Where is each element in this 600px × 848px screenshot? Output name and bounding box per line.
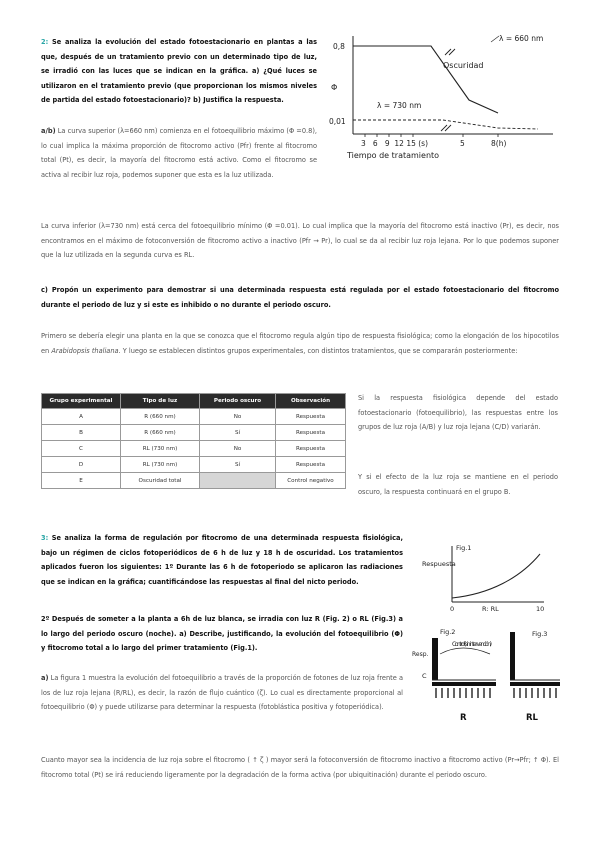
table-cell: Respuesta: [276, 409, 346, 425]
side-text-2-content: Y si el efecto de la luz roja se mantiene en el periodo oscuro, la respuesta continuará en el grupo B.: [358, 473, 558, 496]
section-3-intro-text: Se analiza la forma de regulación por fitocromo de una determinada respuesta fisiológica, bajo un régimen de ciclos fotoperiódicos de 6 h de luz y 18 h de oscuridad. Los tratamientos aplicados fueron los siguientes: 1º Durante las 6 h de fotoperiodo se aplicaron las radiaciones que se indican en la gráfica; cuantificándose las respuestas al final del nicto periodo.: [41, 534, 403, 586]
section-2-answer-ab: [41, 124, 317, 182]
section-3-answer-text: La figura 1 muestra la evolución del fotoequilibrio a través de la proporción de fotones de luz roja frente a los de luz roja lejana (R/RL), es decir, la razón de flujo cuántico (ζ). Lo cual es directamente proporcional al fotoequilibrio (Φ) y puede utilizarse para determinar la respuesta (fotoblástica positiva y fotoperiódica).: [41, 674, 403, 712]
question-b-label: b): [190, 96, 201, 105]
table-cell: RL (730 nm): [121, 441, 200, 457]
table-header: Periodo oscuro: [200, 394, 276, 409]
side-text-2: [358, 470, 558, 499]
fig3-dark-band: [510, 632, 515, 680]
table-cell: No: [200, 441, 276, 457]
fig2-bottom-label: R: [460, 713, 467, 723]
table-cell: A: [42, 409, 121, 425]
table-header: Tipo de luz: [121, 394, 200, 409]
fig2-dark-band: [432, 638, 438, 680]
experiment-table: [41, 393, 346, 489]
question-c-label: c): [41, 286, 48, 294]
section-2-question-text: Se analiza la evolución del estado fotoestacionario en plantas a las que, después de un tratamiento previo con un determinado tipo de luz, se irradió con las luces que se indican en la gráfica.: [41, 38, 317, 76]
table-cell: E: [42, 473, 121, 489]
section-3-intro: [41, 531, 403, 589]
table-row: [42, 425, 346, 441]
figure-1: [420, 540, 560, 616]
side-text-1-content: Si la respuesta fisiológica depende del estado fotoestacionario (fotoequilibrio), las respuestas entre los grupos de luz roja (A/B) y luz roja lejana (C/D) variarán.: [358, 394, 558, 432]
fig1-x-tick-0: 0: [450, 605, 455, 613]
section-3-a-text: Describe, justificando, la evolución del fotoequilibrio (Φ) y fitocromo total a lo largo del primer tratamiento (Fig.1).: [41, 629, 403, 653]
table-cell: RL (730 nm): [121, 457, 200, 473]
table-cell: Respuesta: [276, 425, 346, 441]
answer-c-species: Arabidopsis thaliana: [51, 346, 119, 355]
answer-ab-label: a/b): [41, 127, 56, 135]
side-text-1: [358, 391, 558, 435]
table-cell: R (660 nm): [121, 425, 200, 441]
table-cell: Sí: [200, 457, 276, 473]
table-cell-empty: [200, 473, 276, 489]
table-cell: B: [42, 425, 121, 441]
fig2-overlay-text: Control (sin intervención): [452, 641, 492, 648]
fig2-light-bar: [432, 682, 496, 686]
y-tick-low: 0,01: [329, 117, 346, 126]
fig3-bottom-label: RL: [526, 713, 538, 723]
x-axis-label: Tiempo de tratamiento: [347, 151, 440, 160]
question-b-text: Justifica la respuesta.: [200, 96, 284, 105]
section-3-answer-p2-text: Cuanto mayor sea la incidencia de luz roja sobre el fitocromo ( ↑ ζ ) mayor será la fotoconversión de fitocromo inactivo a fitocromo activo (Pr→Pfr; ↑ Φ). El fitocromo total (Pt) se irá reduciendo ligeramente por la degradación de la forma activa (por ubiquitinación) durante el periodo oscuro.: [41, 756, 559, 779]
fig2-y-origin: C: [422, 672, 427, 680]
table-cell: Respuesta: [276, 441, 346, 457]
section-3-second: [41, 612, 403, 656]
section-2-question-c: [41, 283, 559, 312]
table-header: Grupo experimental: [42, 394, 121, 409]
table-row: [42, 457, 346, 473]
label-730nm: λ = 730 nm: [377, 101, 422, 110]
question-a-label: a): [248, 67, 260, 76]
x-tick-8h: 8(h): [491, 139, 507, 148]
figure-3: [502, 624, 564, 724]
label-dark: Oscuridad: [443, 61, 484, 70]
section-2-answer-c: [41, 329, 559, 358]
section-3-second-text: 2º Después de someter a la planta a 6h de luz blanca, se irradia con luz R (Fig. 2) o RL (Fig.3) a lo largo del periodo oscuro (noche).: [41, 615, 403, 638]
fig3-light-bar: [510, 682, 560, 686]
table-cell: R (660 nm): [121, 409, 200, 425]
table-cell: Oscuridad total: [121, 473, 200, 489]
section-2-number: 2:: [41, 38, 49, 46]
table-cell: D: [42, 457, 121, 473]
fig1-y-label: Respuesta: [422, 560, 456, 568]
fig2-overlay: [452, 641, 492, 648]
x-tick-5: 5: [460, 139, 465, 148]
section-2-answer-p2: [41, 219, 559, 263]
table-cell: Control negativo: [276, 473, 346, 489]
table-row: [42, 473, 346, 489]
figure-2: [412, 624, 502, 724]
fig1-response-curve: [452, 554, 540, 598]
table-cell: No: [200, 409, 276, 425]
fig2-title: Fig.2: [440, 628, 456, 636]
fig3-title: Fig.3: [532, 630, 548, 638]
table-header-row: [42, 394, 346, 409]
fig2-y-label: Resp.: [412, 651, 429, 658]
table-cell: Respuesta: [276, 457, 346, 473]
question-c-text: Propón un experimento para demostrar si una determinada respuesta está regulada por el estado fotoestacionario del fitocromo durante el periodo de luz y si este es inhibido o no durante el periodo oscuro.: [41, 286, 559, 309]
section-3-answer-label: a): [41, 674, 49, 682]
fig1-title: Fig.1: [456, 544, 472, 552]
table-cell: C: [42, 441, 121, 457]
section-3-a-label: a): [176, 629, 187, 638]
table-row: [42, 441, 346, 457]
curve-660nm: [353, 46, 498, 113]
fig1-x-tick-10: 10: [536, 605, 545, 613]
answer-p2-text: La curva inferior (λ=730 nm) está cerca del fotoequilibrio mínimo (Φ =0.01). Lo cual implica que la mayoría del fitocromo está inactivo (Pr), es decir, nos encontramos en el máximo de fotoconversión de fitocromo activo a inactivo (Pfr → Pr), lo cual se da al recibir luz roja lejana. Por lo que podemos suponer que la luz utilizada en la segunda curva es RL.: [41, 222, 559, 260]
section-3-answer-p2: [41, 753, 559, 782]
x-ticks-seconds: 3 6 9 12 15 (s): [361, 139, 429, 148]
label-660nm: λ = 660 nm: [499, 34, 544, 43]
section-2-question: [41, 35, 317, 108]
curve-730nm: [353, 120, 538, 129]
answer-c-after: . Y luego se establecen distintos grupos experimentales, con distintos tratamientos, que se compararán posteriormente:: [118, 346, 518, 355]
table-header: Observación: [276, 394, 346, 409]
section-3-number: 3:: [41, 534, 49, 542]
y-tick-high: 0,8: [333, 42, 345, 51]
table-cell: Sí: [200, 425, 276, 441]
y-axis-label: Φ: [331, 83, 338, 92]
question-a-text: ¿Qué luces se utilizaron en el tratamiento previo (que proporcionan los mismos niveles de partida del estado fotoestacionario)?: [41, 67, 318, 105]
answer-c-before: Primero se debería elegir una planta en la que se conozca que el fitocromo regula algún tipo de respuesta fisiológica; como la elongación de los hipocotilos en: [41, 332, 559, 355]
answer-ab-text: La curva superior (λ=660 nm) comienza en el fotoequilibrio máximo (Φ =0.8), lo cual implica la máxima proporción de fitocromo activo (Pfr) frente al fitocromo total (Pt), es decir, la mayoría del fitocromo está activo. Como el fitocromo se activa al recibir luz roja, podemos suponer que esta es la luz utilizada.: [41, 127, 317, 179]
fig1-x-tick-mid: R: RL: [482, 605, 499, 613]
table-row: [42, 409, 346, 425]
section-3-answer-a: [41, 671, 403, 715]
photoequilibrium-graph: [323, 28, 563, 198]
